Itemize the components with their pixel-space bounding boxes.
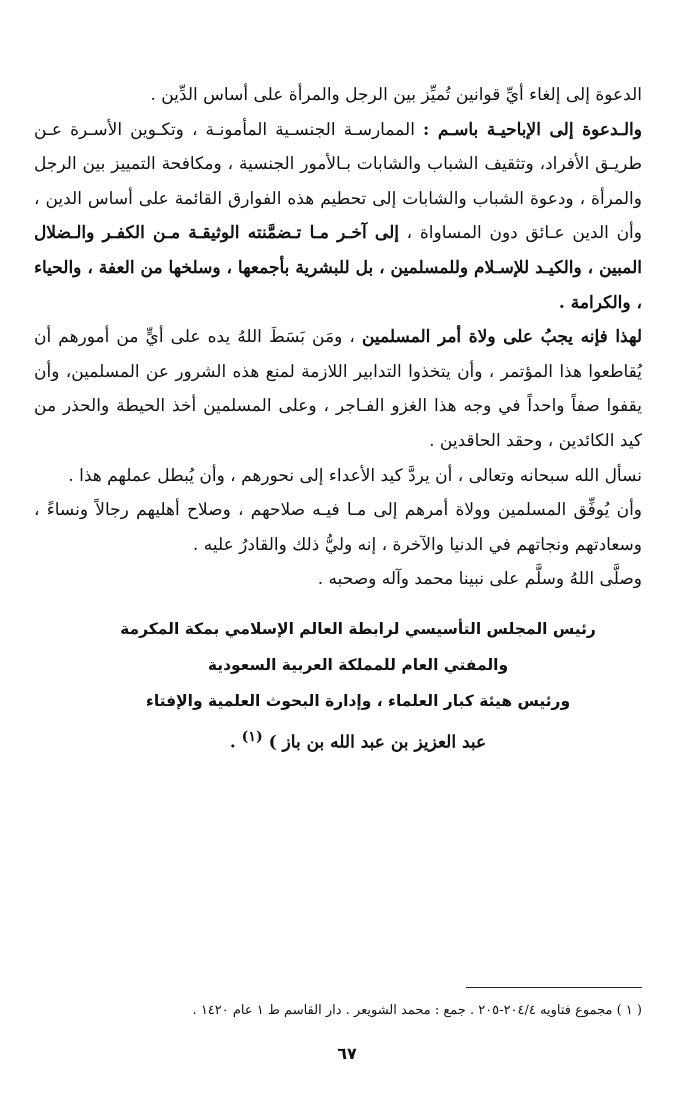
- paragraph-2-text: الممارسـة الجنسـية المأمونـة ، وتكـوين الأسـرة عـن طريـق الأفراد، وتثقيف الشباب والشابات بـالأمور الجنسية ، ومكافحة التمييز بين الرجل والمرأة ، ودعوة الشباب والشابات إلى تحطيم هذه الفوارق القائمة على أساس الدين ، وأن الدين عـائق دون المساواة ،: [34, 119, 642, 244]
- signature-line-1: رئيس المجلس التأسيسي لرابطة العالم الإسلامي بمكة المكرمة: [120, 619, 596, 638]
- paragraph-2-lead: والـدعوة إلى الإباحيـة باسـم :: [422, 119, 642, 140]
- paragraph-2: [34, 113, 642, 321]
- signature-line-2: والمفتي العام للمملكة العربية السعودية: [207, 655, 509, 674]
- footnote: ( ١ ) مجموع فتاويه ٢٠٤/٤-٢٠٥ . جمع : محمد الشويعر . دار القاسم ط ١ عام ١٤٢٠ .: [192, 1003, 642, 1018]
- paragraph-3: [34, 320, 642, 458]
- page-body: [34, 78, 642, 761]
- page-number: ٦٧: [337, 1044, 357, 1063]
- signature-name-line: [74, 719, 642, 761]
- paragraph-2-bold: إلى آخـر مـا تـضمَّنته الوثيقـة مـن الكفـر والـضلال المبين ، والكيـد للإسـلام وللمسلمين ، بل للبشرية بأجمعها ، وسلخها من العفة ، والحياء ، والكرامة .: [34, 223, 642, 313]
- paragraph-3-lead: لهذا فإنه يجبُ على ولاة أمر المسلمين: [361, 327, 642, 348]
- signature-end-mark: .: [229, 732, 242, 753]
- paragraph-5: وأن يُوفِّق المسلمين وولاة أمرهم إلى مـا فيـه صلاحهم ، وصلاح أهليهم رجالاً ونساءً ، وسعادتهم ونجاتهم في الدنيا والآخرة ، إنه وليُّ ذلك والقادرُ عليه .: [34, 500, 642, 555]
- signature-line-3: ورئيس هيئة كبار العلماء ، وإدارة البحوث العلمية والإفتاء: [145, 691, 571, 710]
- paragraph-3-text: ، ومَن بَسَطَ اللهُ يده على أيٍّ من أمورهم أن يُقاطعوا هذا المؤتمر ، وأن يتخذوا التدابير اللازمة لمنع هذه الشرور عن المسلمين، وأن يقفوا صفاً واحداً في وجه هذا الغزو الفـاجر ، وعلى المسلمين أخذ الحيطة والحذر من كيد الكائدين ، وحقد الحاقدين .: [34, 327, 642, 451]
- signature-name: عبد العزيز بن عبد الله بن باز ): [268, 732, 487, 753]
- paragraph-6: وصلَّى اللهُ وسلَّم على نبينا محمد وآله وصحبه .: [317, 569, 642, 590]
- paragraph-4: نسأل الله سبحانه وتعالى ، أن يردَّ كيد الأعداء إلى نحورهم ، وأن يُبطل عملهم هذا .: [68, 465, 642, 486]
- footnote-divider: [466, 987, 642, 988]
- footnote-reference: (١): [241, 728, 263, 745]
- paragraph-1: الدعوة إلى إلغاء أيِّ قوانين تُميِّز بين الرجل والمرأة على أساس الدِّين .: [150, 85, 642, 105]
- signature-block: [34, 611, 642, 761]
